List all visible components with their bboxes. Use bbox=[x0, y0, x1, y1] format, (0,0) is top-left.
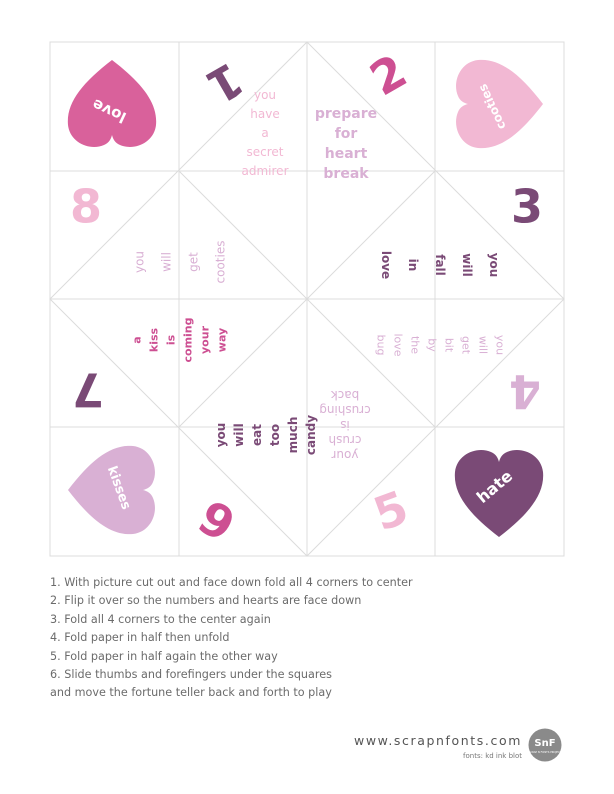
number-2: 2 bbox=[360, 43, 416, 107]
fonts-credit: fonts: kd ink blot bbox=[463, 752, 522, 760]
logo-subtext: SCRAP N FONTS PROJECT bbox=[528, 751, 562, 754]
instruction-step: 4. Fold paper in half then unfold bbox=[50, 631, 230, 645]
heart-label: cooties bbox=[475, 81, 509, 132]
fortune-text: prepare for heart break bbox=[314, 106, 378, 182]
instruction-step: 2. Flip it over so the numbers and hearts are face down bbox=[50, 594, 362, 608]
number-7: 7 bbox=[71, 362, 105, 417]
heart-love bbox=[68, 60, 156, 147]
fortune-text: a kiss is coming your way bbox=[130, 317, 229, 363]
instruction-step: 3. Fold all 4 corners to the center again bbox=[50, 612, 271, 626]
heart-cooties bbox=[456, 60, 543, 148]
fortune-text: you will get cooties bbox=[132, 240, 227, 284]
instructions-list bbox=[50, 574, 413, 703]
number-1: 1 bbox=[197, 51, 253, 115]
heart-kisses bbox=[68, 446, 155, 534]
fortune-text: youwillgetbitbythelovebug bbox=[374, 333, 507, 357]
heart-hate bbox=[455, 450, 543, 537]
website-link[interactable]: www.scrapnfonts.com bbox=[354, 733, 522, 748]
fortune-text: you will eat too much candy bbox=[213, 414, 318, 456]
fortune-fall-in-love bbox=[380, 251, 502, 279]
fortune-love-bug bbox=[375, 333, 507, 356]
number-4: 4 bbox=[508, 364, 542, 419]
logo-text: SnF bbox=[534, 738, 556, 749]
heart-label: love bbox=[89, 95, 130, 127]
number-3: 3 bbox=[510, 179, 544, 234]
number-6: 6 bbox=[189, 488, 245, 552]
fortune-heart-break bbox=[315, 106, 377, 182]
heart-label: hate bbox=[472, 466, 517, 507]
instruction-step: 5. Fold paper in half again the other way bbox=[50, 649, 278, 663]
fortune-text: youwillfallinlove bbox=[379, 250, 502, 280]
fortune-crushing-back bbox=[319, 389, 371, 463]
instruction-step: 6. Slide thumbs and forefingers under the squares bbox=[50, 668, 332, 682]
heart-label: kisses bbox=[103, 464, 134, 512]
snf-logo-icon bbox=[528, 728, 562, 762]
number-8: 8 bbox=[69, 179, 103, 234]
fortune-text: you have a secret admirer bbox=[241, 87, 289, 178]
instruction-step: and move the fortune teller back and forth to play bbox=[50, 686, 332, 700]
fortune-too-much-candy bbox=[214, 415, 318, 455]
fortune-text: yourcrushiscrushingback bbox=[319, 388, 371, 463]
number-5: 5 bbox=[366, 479, 416, 542]
instruction-step: 1. With picture cut out and face down fold all 4 corners to center bbox=[50, 576, 413, 589]
